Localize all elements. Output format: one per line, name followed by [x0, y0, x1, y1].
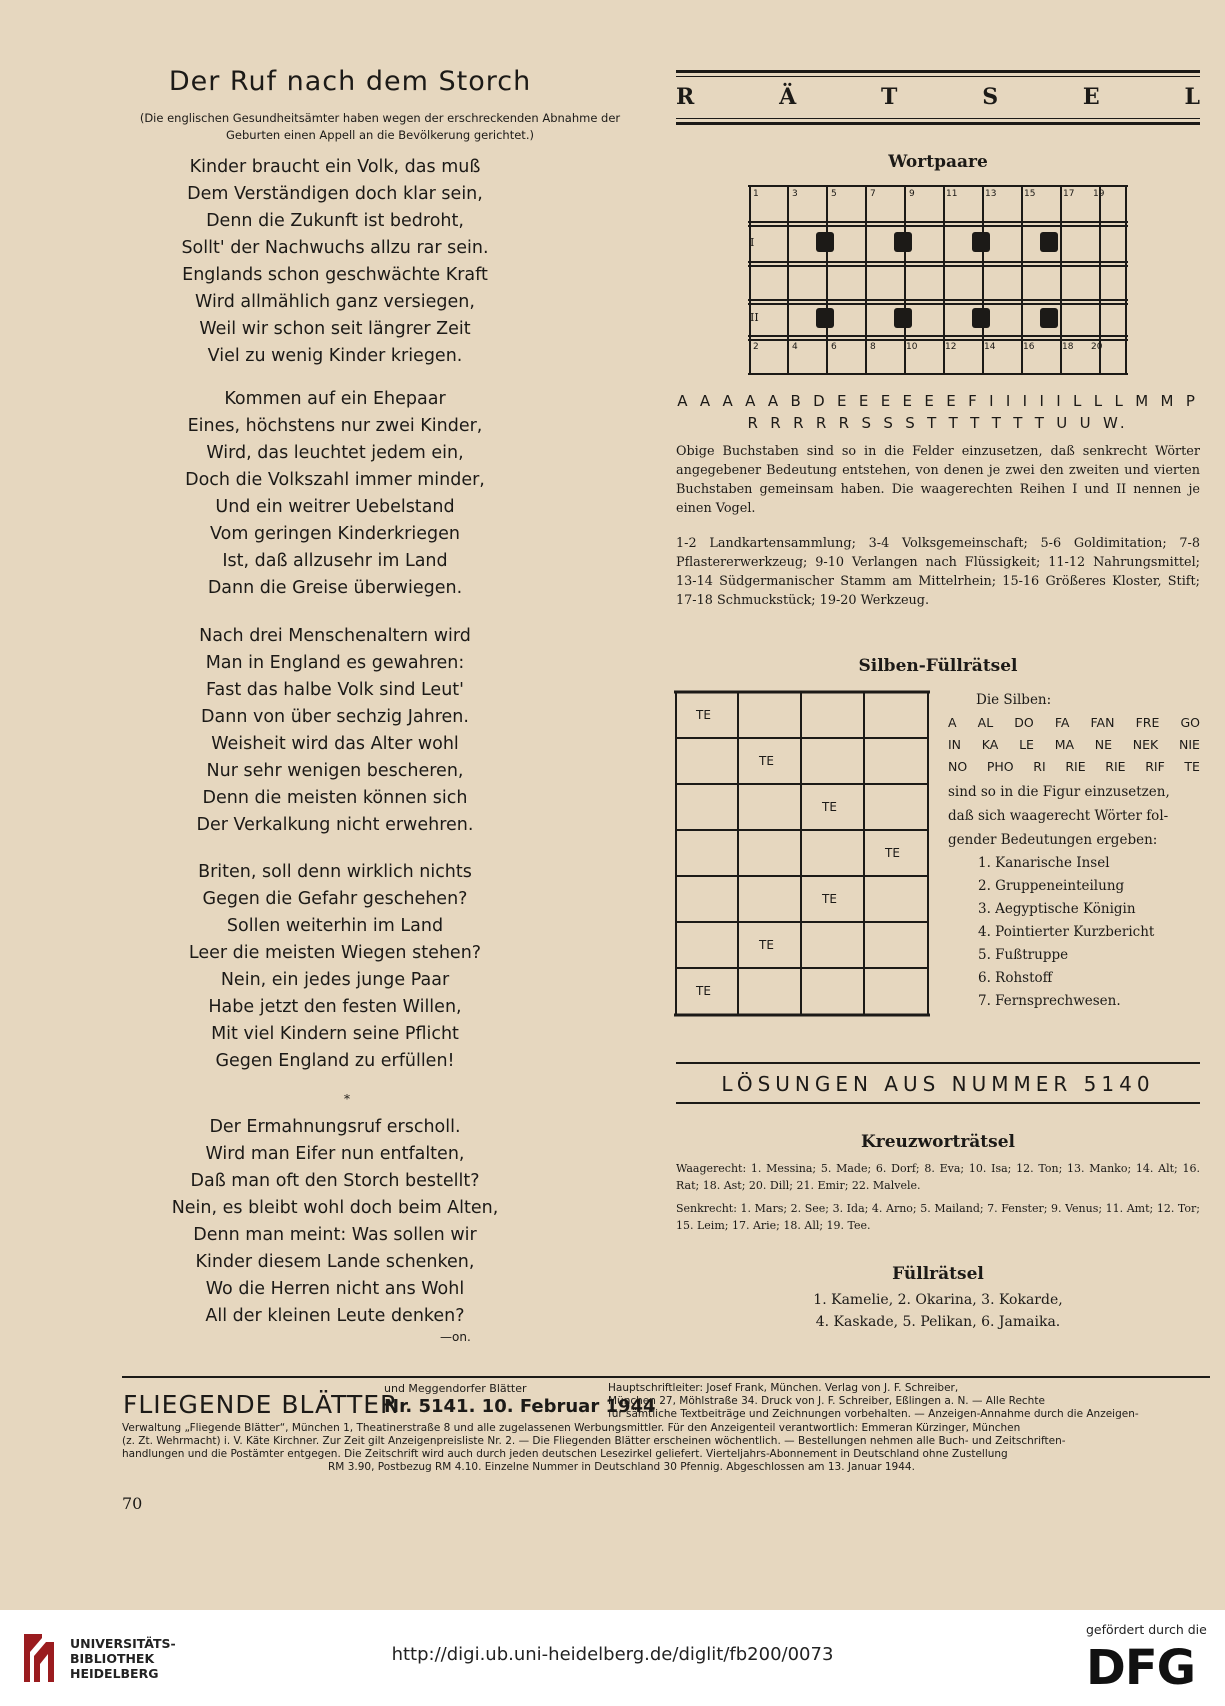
loesungen-title: LÖSUNGEN AUS NUMMER 5140 [721, 1072, 1155, 1096]
silben-cell-te: TE [885, 846, 900, 860]
black-square [1040, 308, 1058, 328]
poem-line: Doch die Volkszahl immer minder, [185, 470, 485, 490]
kreuz-senkrecht: Senkrecht: 1. Mars; 2. See; 3. Ida; 4. Arno; 5. Mailand; 7. Fenster; 9. Venus; 11. Amt; 12. Tor; 15. Leim; 17. Arie; 18. All; 19. Tee. [676, 1202, 1200, 1232]
footer-right-line: München 27, Möhlstraße 34. Druck von J. F. Schreiber, Eßlingen a. N. — Alle Rechte [608, 1395, 1045, 1407]
silben-cell-te: TE [822, 800, 837, 814]
raetsel-bottom-rule [676, 122, 1200, 125]
poem-line: Wird man Eifer nun entfalten, [205, 1144, 465, 1164]
kreuz-waagerecht: Waagerecht: 1. Messina; 5. Made; 6. Dorf; 8. Eva; 10. Isa; 12. Ton; 13. Manko; 14. Alt; 16. Rat; 18. Ast; 20. Dill; 21. Emir; 22. Malvele. [676, 1162, 1200, 1192]
fuell-line1: 1. Kamelie, 2. Okarina, 3. Kokarde, [813, 1292, 1063, 1308]
poem-line: Dann die Greise überwiegen. [207, 578, 463, 598]
dfg-logo: DFG [1086, 1640, 1196, 1696]
black-square [816, 308, 834, 328]
silben-intro: Die Silben: [976, 692, 1052, 708]
black-square [1040, 232, 1058, 252]
poem-stanza-5 [150, 1114, 520, 1330]
grid-number: 19 [1093, 189, 1105, 199]
grid-number: 1 [753, 189, 759, 199]
poem-line: Vom geringen Kinderkriegen [210, 524, 460, 544]
footer-line: Verwaltung „Fliegende Blätter“, München 1, Theatinerstraße 8 und alle zugelassenen Werbungsmittler. Für den Anzeigenteil verantwortlich: Emmeran Kürzinger, München [122, 1422, 1021, 1434]
fuell-line2: 4. Kaskade, 5. Pelikan, 6. Jamaika. [815, 1314, 1061, 1330]
raetsel-title-letter: E [1082, 84, 1100, 110]
definition-item: 3. Aegyptische Königin [978, 901, 1136, 917]
raetsel-title-letter: R [676, 84, 695, 110]
poem-line: Dem Verständigen doch klar sein, [187, 184, 483, 204]
poem-line: Man in England es gewahren: [205, 653, 465, 673]
black-square [894, 232, 912, 252]
raetsel-title-letter: S [982, 84, 999, 110]
syllable: DO [1014, 715, 1034, 730]
grid-number: 18 [1062, 342, 1074, 352]
syllable: FA [1054, 715, 1070, 730]
footer-right-block [608, 1382, 1139, 1421]
poem-line: Sollt' der Nachwuchs allzu rar sein. [181, 238, 489, 258]
grid-number: 17 [1063, 189, 1075, 199]
definition-item: 2. Gruppeneinteilung [978, 878, 1125, 894]
poem-line: Nur sehr wenigen bescheren, [206, 761, 464, 781]
syllable: IN [948, 737, 962, 752]
syllable: FRE [1135, 715, 1160, 730]
syllable: RI [1033, 759, 1046, 774]
silben-cell-te: TE [759, 938, 774, 952]
poem-line: Nach drei Menschenaltern wird [199, 626, 471, 646]
definition-item: 7. Fernsprechwesen. [978, 993, 1121, 1009]
definition-item: 6. Rohstoff [978, 970, 1053, 986]
library-name-line: BIBLIOTHEK [70, 1651, 155, 1666]
footer-right-line: Hauptschriftleiter: Josef Frank, München. Verlag von J. F. Schreiber, [608, 1382, 959, 1394]
poem-line: Weisheit wird das Alter wohl [211, 734, 459, 754]
syllable: AL [977, 715, 994, 730]
footer-line: (z. Zt. Wehrmacht) i. V. Käte Kirchner. Zur Zeit gilt Anzeigenpreisliste Nr. 2. — Die Fliegenden Blätter erscheinen wöchentlich. — Bestellungen nehmen alle Buch- und Zeitschriften- [122, 1435, 1066, 1447]
grid-number: 4 [792, 342, 798, 352]
grid-number: 9 [909, 189, 915, 199]
raetsel-title-letter: Ä [779, 84, 797, 110]
footer-issue: Nr. 5141. 10. Februar 1944 [384, 1396, 656, 1417]
definition-item: 4. Pointierter Kurzbericht [978, 924, 1155, 940]
library-name-line: HEIDELBERG [70, 1666, 159, 1681]
letter-pool-line1: A A A A A B D E E E E E E F I I I I I L L L M M P [677, 392, 1199, 410]
syllable: NEK [1132, 737, 1159, 752]
kreuz-heading: Kreuzworträtsel [860, 1132, 1015, 1152]
grid-number: 8 [870, 342, 876, 352]
grid-number: 3 [792, 189, 798, 199]
poem-line: Eines, höchstens nur zwei Kinder, [187, 416, 483, 436]
syllable: A [948, 715, 957, 730]
poem-line: All der kleinen Leute denken? [205, 1306, 465, 1326]
poem-line: Daß man oft den Storch bestellt? [190, 1171, 480, 1191]
footer-brand: FLIEGENDE BLÄTTER [123, 1390, 399, 1419]
grid-number: 6 [831, 342, 837, 352]
poem-line: Wo die Herren nicht ans Wohl [205, 1279, 465, 1299]
syllable: RIE [1105, 759, 1126, 774]
syllable: RIF [1145, 759, 1165, 774]
poem-line: Denn man meint: Was sollen wir [193, 1225, 477, 1245]
silben-cell-te: TE [696, 708, 711, 722]
silben-definitions [978, 852, 1154, 1013]
grid-number: 5 [831, 189, 837, 199]
poem-subtitle [100, 110, 660, 144]
poem-line: Weil wir schon seit längrer Zeit [199, 319, 471, 339]
poem-line: Der Ermahnungsruf erscholl. [209, 1117, 461, 1137]
wortpaare-heading: Wortpaare [888, 152, 988, 172]
wortpaare-instructions: Obige Buchstaben sind so in die Felder einzusetzen, daß senkrecht Wörter angegebener Bedeutung entstehen, von denen je zwei den zweiten und vierten Buchstaben gemeinsam haben. Die waagerechten Reihen I und II nennen je einen Vogel. [676, 444, 1200, 516]
footer-block [122, 1422, 1066, 1474]
syllable: FAN [1090, 715, 1115, 730]
grid-number: 2 [753, 342, 759, 352]
poem-line: Der Verkalkung nicht erwehren. [196, 815, 474, 835]
poem-line: Leer die meisten Wiegen stehen? [188, 943, 482, 963]
raetsel-top-rule [676, 70, 1200, 73]
poem-line: Kommen auf ein Ehepaar [224, 389, 446, 409]
syllable: KA [981, 737, 999, 752]
silben-cell-te: TE [822, 892, 837, 906]
black-square [894, 308, 912, 328]
poem-line: Briten, soll denn wirklich nichts [198, 862, 472, 882]
grid-number: 15 [1024, 189, 1036, 199]
footer-line: handlungen und die Postämter entgegen. Die Zeitschrift wird auch durch jeden deutschen Lesezirkel geliefert. Vierteljahrs-Abonnement in Deutschland ohne Zustellung [122, 1448, 1008, 1460]
footer-line: RM 3.90, Postbezug RM 4.10. Einzelne Nummer in Deutschland 30 Pfennig. Abgeschlossen am 13. Januar 1944. [328, 1461, 915, 1473]
poem-subtitle-line1: (Die englischen Gesundheitsämter haben wegen der erschreckenden Abnahme der [139, 111, 621, 125]
fuell-heading: Füllrätsel [892, 1264, 984, 1284]
loesungen-top-rule [676, 1062, 1200, 1064]
poem-line: Kinder braucht ein Volk, das muß [189, 157, 481, 177]
poem-line: Wird allmählich ganz versiegen, [195, 292, 475, 312]
poem-stanza-4 [150, 859, 520, 1075]
syllable: PHO [986, 759, 1014, 774]
syllable-row [948, 737, 1200, 752]
black-square [972, 308, 990, 328]
grid-row-label: I [750, 236, 755, 249]
poem-line: Mit viel Kindern seine Pflicht [211, 1024, 459, 1044]
silben-text-line: gender Bedeutungen ergeben: [948, 832, 1158, 848]
silben-text-line: sind so in die Figur einzusetzen, [948, 784, 1170, 800]
asterism: * [344, 1092, 350, 1106]
poem-line: Sollen weiterhin im Land [226, 916, 444, 936]
poem-line: Nein, es bleibt wohl doch beim Alten, [171, 1198, 499, 1218]
grid-number: 14 [984, 342, 996, 352]
permalink-url[interactable]: http://digi.ub.uni-heidelberg.de/diglit/fb200/0073 [391, 1644, 834, 1665]
footer-rule [122, 1376, 1210, 1378]
syllable: NIE [1179, 737, 1200, 752]
footer-right-line: für sämtliche Textbeiträge und Zeichnungen vorbehalten. — Anzeigen-Annahme durch die Anzeigen- [608, 1408, 1139, 1420]
syllable: MA [1054, 737, 1075, 752]
poem-line: Dann von über sechzig Jahren. [201, 707, 469, 727]
wortpaare-clues: 1-2 Landkartensammlung; 3-4 Volksgemeinschaft; 5-6 Goldimitation; 7-8 Pflastererwerkzeug; 9-10 Verlangen nach Flüssigkeit; 11-12 Nahrungsmittel; 13-14 Südgermanischer Stamm am Mittelrhein; 15-16 Größeres Kloster, Stift; 17-18 Schmuckstück; 19-20 Werkzeug. [676, 536, 1200, 608]
poem-line: Wird, das leuchtet jedem ein, [206, 443, 464, 463]
syllable-row [948, 759, 1200, 774]
silben-text [948, 780, 1202, 852]
syllable: TE [1184, 759, 1200, 774]
loesungen-bottom-rule [676, 1102, 1200, 1104]
definition-item: 5. Fußtruppe [978, 947, 1069, 963]
funded-by-label: gefördert durch die [1086, 1622, 1207, 1637]
grid-number: 11 [946, 189, 958, 199]
page-number: 70 [122, 1494, 143, 1513]
poem-stanza-3 [150, 623, 520, 839]
raetsel-title-letter: L [1184, 84, 1200, 110]
grid-row-label: II [750, 311, 759, 324]
poem-line: Habe jetzt den festen Willen, [208, 997, 462, 1017]
poem-title: Der Ruf nach dem Storch [168, 66, 532, 97]
poem-line: Fast das halbe Volk sind Leut' [206, 680, 464, 700]
poem-stanza-2 [150, 386, 520, 602]
syllable: LE [1019, 737, 1034, 752]
poem-line: Englands schon geschwächte Kraft [182, 265, 488, 285]
raetsel-bottom-rule-thin [676, 118, 1200, 119]
grid-number: 10 [906, 342, 918, 352]
black-square [816, 232, 834, 252]
poem-line: Und ein weitrer Uebelstand [215, 497, 455, 517]
syllable: GO [1180, 715, 1200, 730]
raetsel-top-rule-thin [676, 76, 1200, 77]
syllable: RIE [1065, 759, 1086, 774]
grid-number: 12 [945, 342, 957, 352]
poem-line: Gegen die Gefahr geschehen? [202, 889, 468, 909]
footer-brand-sub: und Meggendorfer Blätter [384, 1382, 527, 1395]
poem-line: Denn die meisten können sich [202, 788, 468, 808]
poem-line: Gegen England zu erfüllen! [215, 1051, 455, 1071]
poem-signature: —on. [440, 1330, 471, 1344]
silben-cell-te: TE [696, 984, 711, 998]
poem-line: Denn die Zukunft ist bedroht, [206, 211, 464, 231]
poem-subtitle-line2: Geburten einen Appell an die Bevölkerung gerichtet.) [226, 128, 534, 142]
poem-line: Ist, daß allzusehr im Land [222, 551, 448, 571]
poem-line: Nein, ein jedes junge Paar [220, 970, 450, 990]
grid-number: 20 [1091, 342, 1103, 352]
poem-line: Kinder diesem Lande schenken, [195, 1252, 475, 1272]
silben-heading: Silben-Füllrätsel [858, 656, 1018, 676]
definition-item: 1. Kanarische Insel [978, 855, 1110, 871]
grid-number: 7 [870, 189, 876, 199]
poem-stanza-1 [150, 154, 520, 370]
black-square [972, 232, 990, 252]
syllable-row [948, 715, 1200, 730]
syllable: NE [1094, 737, 1113, 752]
letter-pool-line2: R R R R R S S S T T T T T T U U W. [747, 414, 1129, 432]
silben-text-line: daß sich waagerecht Wörter fol- [948, 808, 1169, 824]
poem-line: Viel zu wenig Kinder kriegen. [207, 346, 463, 366]
syllable: NO [948, 759, 968, 774]
raetsel-title-letter: T [881, 84, 898, 110]
raetsel-title [676, 84, 1200, 110]
silben-cell-te: TE [759, 754, 774, 768]
grid-number: 13 [985, 189, 997, 199]
grid-number: 16 [1023, 342, 1035, 352]
library-name-line: UNIVERSITÄTS- [70, 1636, 176, 1651]
